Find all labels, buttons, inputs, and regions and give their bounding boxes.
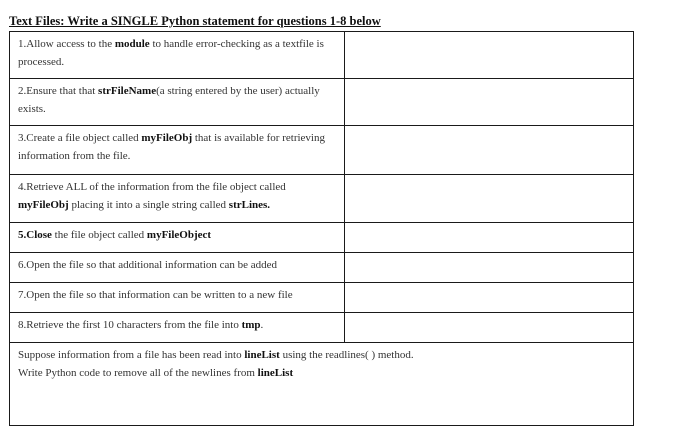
bold-term: tmp: [241, 319, 261, 331]
bold-term: myFileObj: [18, 199, 69, 211]
question-text: 8.Retrieve the first 10 characters from the file into: [18, 319, 242, 331]
question-text: placing it into a single string called: [68, 199, 229, 211]
answer-cell-6[interactable]: [345, 253, 634, 283]
answer-cell-5[interactable]: [345, 223, 634, 253]
answer-cell-3[interactable]: [345, 126, 634, 175]
question-text: 4.Retrieve ALL of the information from the file object called: [18, 181, 286, 193]
table-row: [10, 126, 634, 175]
table-row: [10, 175, 634, 223]
question-6: [10, 253, 345, 283]
table-row: [10, 223, 634, 253]
bold-term: 5.Close: [18, 229, 52, 241]
question-7: [10, 283, 345, 313]
table-row: [10, 79, 634, 126]
table-row: [10, 283, 634, 313]
answer-cell-4[interactable]: [345, 175, 634, 223]
question-text: 6.Open the file so that additional information can be added: [18, 259, 278, 271]
question-3: [10, 126, 345, 175]
bold-term: module: [114, 38, 150, 50]
question-text: .: [260, 319, 264, 331]
bold-term: lineList: [257, 367, 294, 379]
question-text: Write Python code to remove all of the newlines from: [18, 367, 258, 379]
answer-cell-2[interactable]: [345, 79, 634, 126]
question-text: to handle error-checking as a textfile is processed.: [18, 38, 324, 68]
table-row: [10, 343, 634, 426]
question-text: Suppose information from a file has been read into: [18, 349, 245, 361]
bold-term: myFileObj: [141, 132, 193, 144]
worksheet-title: Text Files: Write a SINGLE Python statement for questions 1-8 below: [9, 14, 381, 28]
bold-term: strLines.: [228, 199, 271, 211]
question-text: the file object called: [51, 229, 147, 241]
bold-term: myFileObject: [146, 229, 212, 241]
question-4: [10, 175, 345, 223]
question-1: [10, 32, 345, 79]
question-2: [10, 79, 345, 126]
bold-term: lineList: [244, 349, 280, 361]
question-8: [10, 313, 345, 343]
question-text: 7.Open the file so that information can be written to a new file: [18, 289, 293, 301]
question-text: that is available for retrieving information from the file.: [18, 132, 325, 162]
question-text: 1.Allow access to the: [18, 38, 115, 50]
table-row: [10, 313, 634, 343]
questions-table: [9, 31, 634, 426]
question-text: 3.Create a file object called: [18, 132, 142, 144]
table-row: [10, 32, 634, 79]
answer-cell-7[interactable]: [345, 283, 634, 313]
bold-term: strFileName: [98, 85, 157, 97]
question-text: (a string entered by the user) actually exists.: [18, 85, 320, 115]
answer-cell-1[interactable]: [345, 32, 634, 79]
table-row: [10, 253, 634, 283]
answer-cell-8[interactable]: [345, 313, 634, 343]
question-text: 2.Ensure that that: [18, 85, 99, 97]
question-5: [10, 223, 345, 253]
question-9-answer-area[interactable]: [10, 343, 634, 426]
question-text: using the readlines( ) method.: [279, 349, 414, 361]
